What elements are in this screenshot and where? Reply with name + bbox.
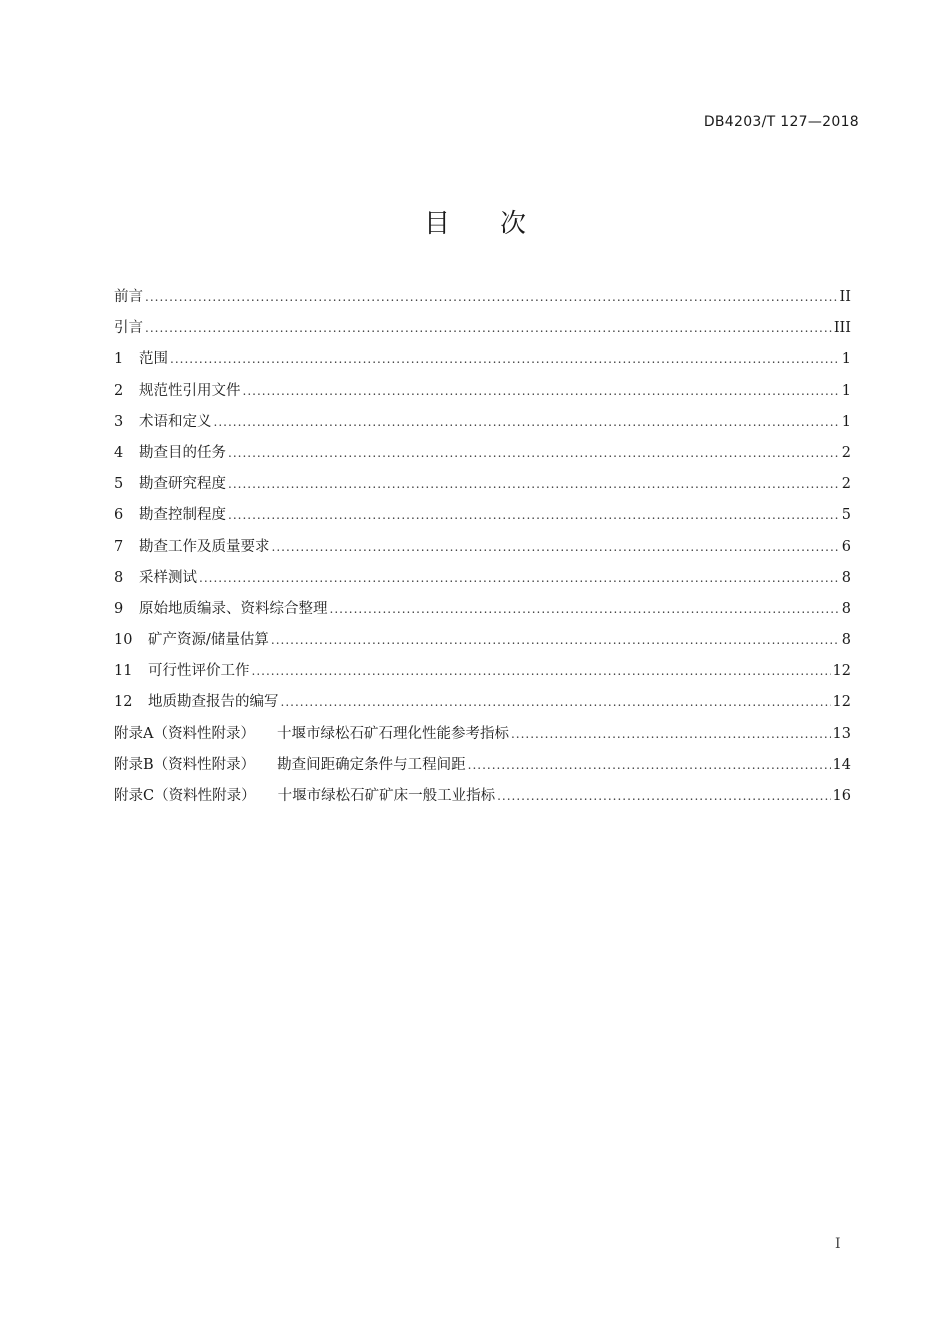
toc-entry-introduction[interactable] [114, 317, 851, 348]
toc-annex-label: 附录B（资料性附录） [114, 756, 256, 773]
toc-entry-label: 规范性引用文件 [139, 382, 241, 399]
toc-entry-number: 12 [114, 694, 133, 711]
toc-leader-dots [252, 660, 831, 682]
toc-entry-10[interactable] [114, 629, 851, 660]
toc-entry-annex-c[interactable] [114, 785, 851, 816]
toc-entry-page: 14 [832, 756, 851, 773]
toc-list [114, 286, 851, 816]
document-code: DB4203/T 127—2018 [703, 114, 859, 130]
toc-entry-1[interactable] [114, 348, 851, 379]
toc-entry-page: 2 [841, 476, 851, 493]
toc-leader-dots [243, 380, 840, 402]
toc-annex-label: 附录A（资料性附录） [114, 725, 255, 742]
toc-leader-dots [468, 754, 831, 776]
toc-entry-number: 6 [114, 507, 124, 524]
toc-entry-number: 4 [114, 444, 124, 461]
toc-entry-page: 8 [841, 569, 851, 586]
toc-entry-label: 十堰市绿松石矿石理化性能参考指标 [276, 725, 509, 742]
toc-entry-page: 6 [841, 538, 851, 555]
toc-entry-8[interactable] [114, 567, 851, 598]
toc-entry-number: 7 [114, 538, 124, 555]
toc-entry-page: 12 [832, 663, 851, 680]
toc-entry-label: 勘查研究程度 [139, 476, 226, 493]
toc-entry-number: 9 [114, 600, 124, 617]
toc-entry-foreword[interactable] [114, 286, 851, 317]
toc-leader-dots [497, 785, 830, 807]
toc-entry-page: 2 [841, 444, 851, 461]
toc-leader-dots [228, 442, 840, 464]
toc-leader-dots [272, 536, 840, 558]
toc-entry-label: 术语和定义 [139, 413, 212, 430]
toc-entry-label: 十堰市绿松石矿矿床一般工业指标 [277, 788, 496, 804]
toc-entry-4[interactable] [114, 442, 851, 473]
toc-entry-label: 矿产资源/储量估算 [148, 632, 269, 649]
toc-entry-number: 2 [114, 382, 124, 399]
toc-entry-page: 1 [841, 382, 851, 399]
toc-entry-label: 前言 [114, 289, 143, 305]
toc-entry-11[interactable] [114, 660, 851, 691]
toc-entry-annex-a[interactable] [114, 723, 851, 754]
toc-entry-number: 5 [114, 476, 124, 493]
toc-entry-number: 1 [114, 351, 124, 368]
toc-entry-page: 12 [832, 694, 851, 711]
toc-entry-number: 10 [114, 632, 133, 649]
toc-entry-number: 8 [114, 569, 124, 586]
toc-leader-dots [170, 348, 840, 370]
toc-leader-dots [228, 473, 840, 495]
toc-entry-page: 8 [841, 632, 851, 649]
toc-entry-5[interactable] [114, 473, 851, 504]
toc-entry-label: 范围 [139, 351, 168, 368]
toc-entry-label: 勘查目的任务 [139, 444, 226, 461]
toc-title: 目次 [423, 209, 576, 239]
toc-entry-page: III [833, 320, 851, 337]
page-number: I [835, 1236, 841, 1252]
toc-entry-annex-b[interactable] [114, 754, 851, 785]
toc-entry-page: II [839, 289, 851, 305]
toc-leader-dots [214, 411, 840, 433]
toc-entry-page: 8 [841, 600, 851, 617]
toc-entry-label: 可行性评价工作 [148, 663, 250, 680]
toc-entry-number: 11 [114, 663, 133, 680]
toc-entry-6[interactable] [114, 504, 851, 535]
toc-entry-2[interactable] [114, 380, 851, 411]
toc-annex-label: 附录C（资料性附录） [114, 788, 256, 804]
toc-leader-dots [511, 723, 831, 745]
toc-entry-number: 3 [114, 413, 124, 430]
toc-leader-dots [271, 629, 840, 651]
toc-leader-dots [228, 504, 840, 526]
toc-leader-dots [145, 286, 838, 308]
toc-entry-page: 1 [841, 351, 851, 368]
toc-entry-page: 5 [841, 507, 851, 524]
toc-leader-dots [330, 598, 840, 620]
toc-entry-7[interactable] [114, 536, 851, 567]
toc-entry-label: 原始地质编录、资料综合整理 [139, 600, 328, 617]
toc-entry-9[interactable] [114, 598, 851, 629]
toc-entry-3[interactable] [114, 411, 851, 442]
toc-entry-label: 地质勘查报告的编写 [148, 694, 279, 711]
toc-entry-label: 勘查间距确定条件与工程间距 [277, 756, 466, 773]
toc-entry-page: 16 [832, 788, 851, 804]
toc-entry-label: 勘查工作及质量要求 [139, 538, 270, 555]
toc-entry-page: 13 [832, 725, 851, 742]
toc-entry-label: 引言 [114, 320, 143, 337]
toc-entry-label: 勘查控制程度 [139, 507, 226, 524]
toc-leader-dots [199, 567, 840, 589]
toc-entry-page: 1 [841, 413, 851, 430]
toc-leader-dots [281, 691, 831, 713]
toc-entry-12[interactable] [114, 691, 851, 722]
toc-leader-dots [145, 317, 832, 339]
toc-entry-label: 采样测试 [139, 569, 197, 586]
